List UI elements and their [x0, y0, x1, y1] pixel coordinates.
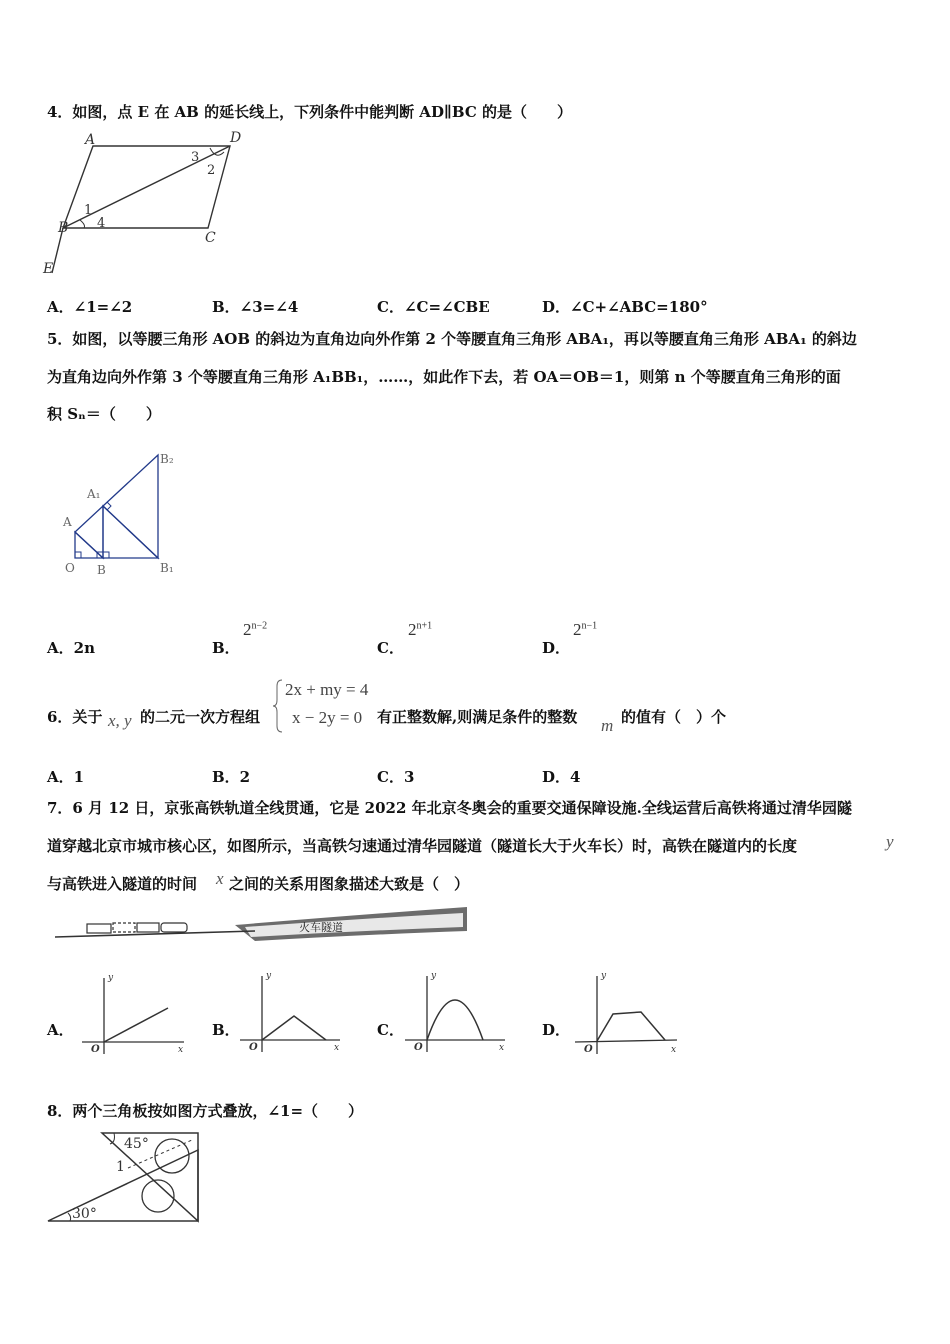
angle-mark-45 [110, 1133, 115, 1144]
angle-mark-30 [68, 1213, 71, 1221]
svg-text:y: y [266, 971, 272, 981]
q5-option-c-power [408, 620, 432, 640]
q7-option-d[interactable]: D． [542, 1021, 571, 1039]
q4-option-c[interactable]: C．∠C=∠CBE [377, 298, 490, 316]
svg-text:y: y [431, 971, 437, 981]
label-b2: B₂ [160, 452, 174, 466]
question-7-line-3a: 与高铁进入隧道的时间 [47, 875, 198, 893]
angle-label-45: 45° [124, 1136, 149, 1152]
question-5-line-1: 5．如图，以等腰三角形 AOB 的斜边为直角边向外作第 2 个等腰直角三角形 ABA₁，再以等腰直角三角形 ABA₁ 的斜边 [47, 330, 857, 348]
label-a1: A₁ [87, 487, 101, 501]
question-6-mid: 的二元一次方程组 [140, 708, 261, 726]
power-base: 2 [243, 620, 252, 639]
label-c: C [205, 230, 216, 246]
question-7-line-3b: 之间的关系用图象描述大致是（ ） [229, 875, 470, 893]
q5-option-b-power [243, 620, 267, 640]
question-5-line-2: 为直角边向外作第 3 个等腰直角三角形 A₁BB₁，……，如此作下去，若 OA＝OB＝1，则第 n 个等腰直角三角形的面 [47, 368, 841, 386]
q6-equation-1: 2x + my = 4 [285, 680, 369, 699]
q7-option-c[interactable]: C． [377, 1021, 404, 1039]
train-car [137, 923, 159, 932]
graph-line [597, 1012, 665, 1041]
q6-vars: x, y [108, 711, 132, 730]
svg-text:x: x [178, 1045, 184, 1055]
question-6-end: 的值有（ ）个 [621, 708, 727, 726]
label-a: A [85, 132, 96, 148]
power-exponent: n+1 [416, 620, 433, 632]
question-7-line-2: 道穿越北京市城市核心区，如图所示，当高铁匀速通过清华园隧道（隧道长大于火车长）时，高铁在隧道内的长度 [47, 837, 798, 855]
q7-option-b[interactable]: B． [212, 1021, 240, 1039]
q6-option-a[interactable]: A．1 [47, 768, 85, 786]
power-base: 2 [408, 620, 417, 639]
q7-graph-d [575, 968, 685, 1056]
train-head [161, 923, 187, 932]
graph-line [104, 1008, 168, 1042]
q6-brace [272, 678, 284, 734]
q7-graph-b [240, 968, 350, 1056]
svg-text:y: y [108, 973, 114, 983]
train-car [113, 923, 135, 932]
label-e: E [43, 261, 54, 277]
train-car [87, 924, 111, 933]
angle-label-1: 1 [116, 1159, 125, 1175]
svg-text:x: x [334, 1043, 340, 1053]
power-exponent: n−1 [581, 620, 598, 632]
q5-option-c[interactable]: C． [377, 639, 404, 657]
question-6-suffix: 有正整数解,则满足条件的整数 [377, 708, 578, 726]
question-8-stem: 8．两个三角板按如图方式叠放，∠1=（ ） [47, 1102, 364, 1120]
label-d: D [230, 130, 242, 146]
svg-text:x: x [671, 1045, 677, 1055]
triangle-45 [102, 1133, 198, 1221]
q7-graph-a [82, 970, 192, 1058]
svg-text:O: O [249, 1042, 258, 1053]
power-exponent: n−2 [251, 620, 268, 632]
angle-label-3: 3 [191, 150, 200, 165]
label-b: B [97, 563, 106, 577]
angle-label-4: 4 [97, 216, 106, 231]
q4-parallelogram-figure [40, 128, 250, 278]
q5-option-d-power [573, 620, 597, 640]
svg-text:x: x [499, 1043, 505, 1053]
question-5-line-3: 积 Sₙ＝（ ） [47, 405, 161, 423]
q6-option-c[interactable]: C．3 [377, 768, 415, 786]
q4-option-a[interactable]: A．∠1=∠2 [47, 298, 133, 316]
angle-label-30: 30° [72, 1206, 97, 1222]
q7-tunnel-figure [55, 903, 470, 943]
question-6-prefix: 6．关于 [47, 708, 103, 726]
power-base: 2 [573, 620, 582, 639]
q7-var-x: x [216, 869, 224, 888]
q4-option-d[interactable]: D．∠C+∠ABC=180° [542, 298, 708, 316]
q8-set-squares-figure [44, 1128, 204, 1228]
q7-graph-c [405, 968, 515, 1056]
question-7-line-1: 7．6 月 12 日，京张高铁轨道全线贯通，它是 2022 年北京冬奥会的重要交通保障设施.全线运营后高铁将通过清华园隧 [47, 799, 852, 817]
label-o: O [65, 561, 75, 575]
tunnel-label: 火车隧道 [299, 921, 343, 934]
option-value: 2n [73, 639, 95, 657]
q5-option-b[interactable]: B． [212, 639, 240, 657]
question-4-stem: 4．如图，点 E 在 AB 的延长线上，下列条件中能判断 AD∥BC 的是（ ） [47, 103, 573, 121]
label-b: B [58, 220, 69, 236]
graph-curve [427, 1000, 483, 1040]
angle-mark-b [80, 220, 85, 228]
svg-text:O: O [584, 1044, 593, 1055]
q7-option-a[interactable]: A． [47, 1021, 74, 1039]
q4-option-b[interactable]: B．∠3=∠4 [212, 298, 299, 316]
q6-equation-2: x − 2y = 0 [292, 708, 363, 727]
q5-triangles-figure [60, 450, 190, 580]
q6-var-m: m [601, 716, 614, 735]
q6-option-b[interactable]: B．2 [212, 768, 251, 786]
q5-option-d[interactable]: D． [542, 639, 571, 657]
graph-line [262, 1016, 326, 1040]
label-b1: B₁ [160, 561, 174, 575]
q7-var-y: y [886, 832, 894, 851]
angle-label-1: 1 [84, 203, 93, 218]
q6-option-d[interactable]: D．4 [542, 768, 581, 786]
option-letter: A． [47, 639, 74, 657]
angle-label-2: 2 [207, 163, 216, 178]
svg-text:O: O [91, 1044, 100, 1055]
svg-text:O: O [414, 1042, 423, 1053]
label-a: A [63, 515, 72, 529]
svg-text:y: y [601, 971, 607, 981]
q5-option-a[interactable] [47, 637, 95, 658]
